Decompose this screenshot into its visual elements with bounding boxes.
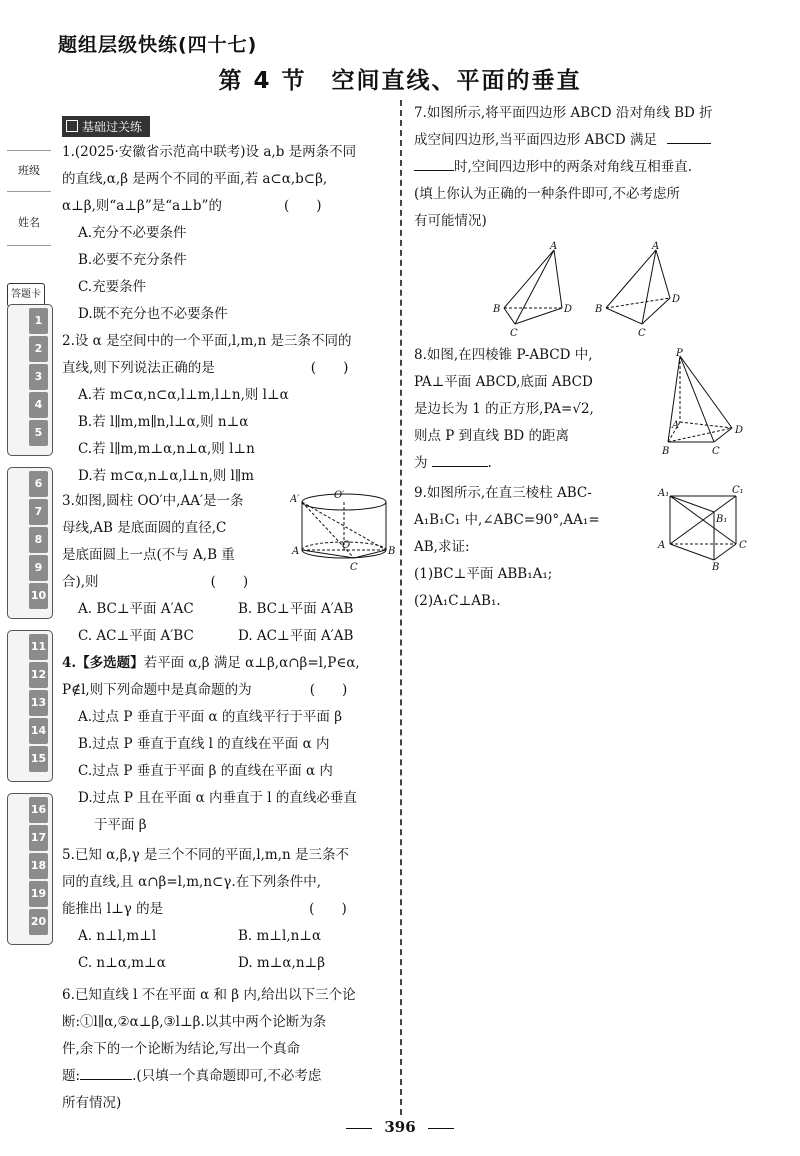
option-row — [62, 923, 392, 950]
option-a[interactable]: A.若 m⊂α,n⊂α,l⊥m,l⊥n,则 l⊥α — [78, 387, 289, 403]
question-text: 所有情况) — [62, 1095, 122, 1111]
question-text: 是边长为 1 的正方形,PA=√2, — [414, 401, 594, 417]
figure-label: P — [676, 348, 683, 359]
answer-cell-14[interactable]: 14 — [29, 718, 48, 744]
answer-parens[interactable]: ( ) — [309, 682, 348, 698]
name-field-box — [7, 205, 51, 246]
option-c[interactable]: C. n⊥α,m⊥α — [78, 955, 166, 971]
answer-parens[interactable]: ( ) — [310, 360, 349, 376]
figure-label: B — [595, 304, 603, 315]
page-number — [0, 1118, 800, 1136]
answer-blank-continued[interactable] — [414, 156, 454, 171]
answer-cell-20[interactable]: 20 — [29, 909, 48, 935]
question-text: 1.(2025·安徽省示范高中联考)设 a,b 是两条不同 — [62, 144, 357, 160]
answer-cell-13[interactable]: 13 — [29, 690, 48, 716]
figure-label: O′ — [334, 490, 345, 501]
answer-parens[interactable]: ( ) — [309, 901, 347, 917]
page-number-text: 396 — [384, 1118, 416, 1136]
figure-label: A — [672, 420, 680, 431]
question-text: 则点 P 到直线 BD 的距离 — [414, 428, 569, 444]
question-2 — [62, 328, 392, 490]
figure-label: A₁ — [658, 488, 670, 499]
answer-cell-5[interactable]: 5 — [29, 420, 48, 446]
figure-label: A — [292, 546, 300, 557]
answer-cell-17[interactable]: 17 — [29, 825, 48, 851]
class-field-label: 班级 — [18, 164, 40, 177]
option-b[interactable]: B. m⊥l,n⊥α — [238, 928, 322, 944]
section-badge — [62, 116, 150, 137]
option-c[interactable]: C. AC⊥平面 A′BC — [78, 628, 194, 644]
figure-label: B — [493, 304, 501, 315]
figure-label: B — [388, 546, 396, 557]
question-text — [62, 193, 392, 220]
quadrilateral-fold-figure — [490, 240, 690, 340]
answer-cell-11[interactable]: 11 — [29, 634, 48, 660]
answer-cell-1[interactable]: 1 — [29, 308, 48, 334]
option-d[interactable]: D.过点 P 且在平面 α 内垂直于 l 的直线必垂直 — [78, 790, 357, 806]
figure-label: B — [712, 562, 720, 570]
option-a[interactable]: A.过点 P 垂直于平面 α 的直线平行于平面 β — [78, 709, 343, 725]
answer-blank[interactable] — [432, 452, 488, 467]
question-text: 2.设 α 是空间中的一个平面,l,m,n 是三条不同的 — [62, 333, 352, 349]
option-d[interactable]: D.既不充分也不必要条件 — [78, 306, 228, 322]
figure-label: B₁ — [716, 514, 728, 525]
question-text: 为 — [414, 455, 428, 471]
answer-parens[interactable]: ( ) — [210, 574, 249, 590]
question-text — [414, 127, 786, 154]
column-divider — [400, 100, 402, 1115]
figure-label: A — [658, 540, 666, 551]
option-c[interactable]: C.充要条件 — [78, 279, 147, 295]
option-b[interactable]: B.过点 P 垂直于直线 l 的直线在平面 α 内 — [78, 736, 330, 752]
question-text: α⊥β,则“a⊥β”是“a⊥b”的 — [62, 198, 222, 214]
question-text: AB,求证: — [414, 539, 470, 555]
answer-cell-19[interactable]: 19 — [29, 881, 48, 907]
answer-cell-6[interactable]: 6 — [29, 471, 48, 497]
question-4 — [62, 650, 392, 839]
figure-label: D — [672, 294, 681, 305]
badge-label: 基础过关练 — [82, 120, 143, 134]
figure-label: O — [342, 540, 351, 551]
option-b[interactable]: B. BC⊥平面 A′AB — [238, 601, 354, 617]
question-text: PA⊥平面 ABCD,底面 ABCD — [414, 374, 593, 390]
question-text: 能推出 l⊥γ 的是 — [62, 901, 164, 917]
answer-cell-10[interactable]: 10 — [29, 583, 48, 609]
answer-card-label: 答题卡 — [7, 283, 45, 307]
question-text: 有可能情况) — [414, 213, 487, 229]
option-d[interactable]: D.若 m⊂α,n⊥α,l⊥n,则 l∥m — [78, 468, 254, 484]
answer-blank[interactable] — [667, 129, 711, 144]
prism-figure — [656, 484, 786, 570]
figure-label: A — [652, 241, 660, 252]
question-text: 8.如图,在四棱锥 P-ABCD 中, — [414, 347, 593, 363]
question-text: 的直线,α,β 是两个不同的平面,若 a⊂α,b⊂β, — [62, 171, 328, 187]
figure-label: D — [564, 304, 573, 315]
pyramid-figure — [660, 346, 780, 458]
option-c[interactable]: C.过点 P 垂直于平面 β 的直线在平面 α 内 — [78, 763, 333, 779]
name-field-label: 姓名 — [18, 216, 40, 229]
question-text: 3.如图,圆柱 OO′中,AA′是一条 — [62, 493, 244, 509]
question-text: 题: — [62, 1068, 81, 1084]
book-icon — [66, 120, 78, 132]
figure-label: C — [739, 540, 747, 551]
option-a[interactable]: A. BC⊥平面 A′AC — [78, 601, 194, 617]
option-row — [62, 596, 392, 623]
option-row — [62, 623, 392, 650]
question-text: .(只填一个真命题即可,不必考虑 — [132, 1068, 322, 1084]
question-text — [62, 677, 392, 704]
question-text — [62, 569, 392, 596]
question-text: 同的直线,且 α∩β=l,m,n⊂γ.在下列条件中, — [62, 874, 321, 890]
question-text — [62, 355, 392, 382]
question-text: 直线,则下列说法正确的是 — [62, 360, 215, 376]
option-a[interactable]: A. n⊥l,m⊥l — [78, 928, 157, 944]
section-title: 第 4 节 空间直线、平面的垂直 — [218, 68, 582, 94]
answer-cell-16[interactable]: 16 — [29, 797, 48, 823]
figure-label: C — [350, 562, 358, 572]
figure-label: A′ — [290, 494, 300, 505]
question-text — [62, 1063, 392, 1090]
question-text: 是底面圆上一点(不与 A,B 重 — [62, 547, 235, 563]
question-text: 母线,AB 是底面圆的直径,C — [62, 520, 227, 536]
option-d-continued: 于平面 β — [94, 817, 147, 833]
figure-label: D — [735, 425, 744, 436]
series-title: 题组层级快练(四十七) — [58, 34, 258, 56]
question-text: 件,余下的一个论断为结论,写出一个真命 — [62, 1041, 301, 1057]
answer-cell-4[interactable]: 4 — [29, 392, 48, 418]
answer-cell-3[interactable]: 3 — [29, 364, 48, 390]
question-7 — [414, 100, 786, 235]
option-d[interactable]: D. AC⊥平面 A′AB — [238, 628, 354, 644]
question-text: . — [487, 455, 492, 471]
answer-cell-2[interactable]: 2 — [29, 336, 48, 362]
figure-label: A — [550, 241, 558, 252]
question-text: 成空间四边形,当平面四边形 ABCD 满足 — [414, 132, 657, 148]
cylinder-figure — [290, 488, 398, 572]
question-text: 若平面 α,β 满足 α⊥β,α∩β=l,P∈α, — [143, 655, 360, 671]
question-text: 7.如图所示,将平面四边形 ABCD 沿对角线 BD 折 — [414, 105, 713, 121]
question-1 — [62, 139, 392, 328]
question-text: 9.如图所示,在直三棱柱 ABC- — [414, 485, 592, 501]
question-text: 5.已知 α,β,γ 是三个不同的平面,l,m,n 是三条不 — [62, 847, 350, 863]
question-text — [62, 650, 392, 677]
option-b[interactable]: B.若 l∥m,m∥n,l⊥α,则 n⊥α — [78, 414, 249, 430]
option-a[interactable]: A.充分不必要条件 — [78, 225, 187, 241]
figure-label: B — [662, 446, 670, 457]
question-text: 6.已知直线 l 不在平面 α 和 β 内,给出以下三个论 — [62, 987, 356, 1003]
option-c[interactable]: C.若 l∥m,m⊥α,n⊥α,则 l⊥n — [78, 441, 255, 457]
question-6 — [62, 982, 392, 1117]
answer-cell-8[interactable]: 8 — [29, 527, 48, 553]
question-text: 合),则 — [62, 574, 99, 590]
answer-cell-18[interactable]: 18 — [29, 853, 48, 879]
question-text: 时,空间四边形中的两条对角线互相垂直. — [454, 159, 693, 175]
option-d[interactable]: D. m⊥α,n⊥β — [238, 955, 326, 971]
option-row — [62, 950, 392, 977]
answer-blank[interactable] — [80, 1065, 132, 1080]
option-b[interactable]: B.必要不充分条件 — [78, 252, 187, 268]
question-5 — [62, 842, 392, 977]
question-text: 断:①l∥α,②α⊥β,③l⊥β.以其中两个论断为条 — [62, 1014, 327, 1030]
part-2: (2)A₁C⊥AB₁. — [414, 593, 501, 609]
figure-label: C — [510, 328, 518, 339]
answer-cell-7[interactable]: 7 — [29, 499, 48, 525]
part-1: (1)BC⊥平面 ABB₁A₁; — [414, 566, 553, 582]
question-text — [414, 154, 786, 181]
answer-cell-9[interactable]: 9 — [29, 555, 48, 581]
figure-label: C₁ — [732, 485, 744, 496]
answer-cell-15[interactable]: 15 — [29, 746, 48, 772]
question-text: P∉l,则下列命题中是真命题的为 — [62, 682, 252, 698]
figure-label: C — [712, 446, 720, 457]
answer-parens[interactable]: ( ) — [283, 198, 322, 214]
question-text: (填上你认为正确的一种条件即可,不必考虑所 — [414, 186, 681, 202]
question-text — [62, 896, 392, 923]
figure-label: C — [638, 328, 646, 339]
multi-select-tag: 4.【多选题】 — [62, 655, 144, 671]
class-field-box — [7, 150, 51, 192]
answer-cell-12[interactable]: 12 — [29, 662, 48, 688]
question-text: A₁B₁C₁ 中,∠ABC=90°,AA₁= — [414, 512, 600, 528]
